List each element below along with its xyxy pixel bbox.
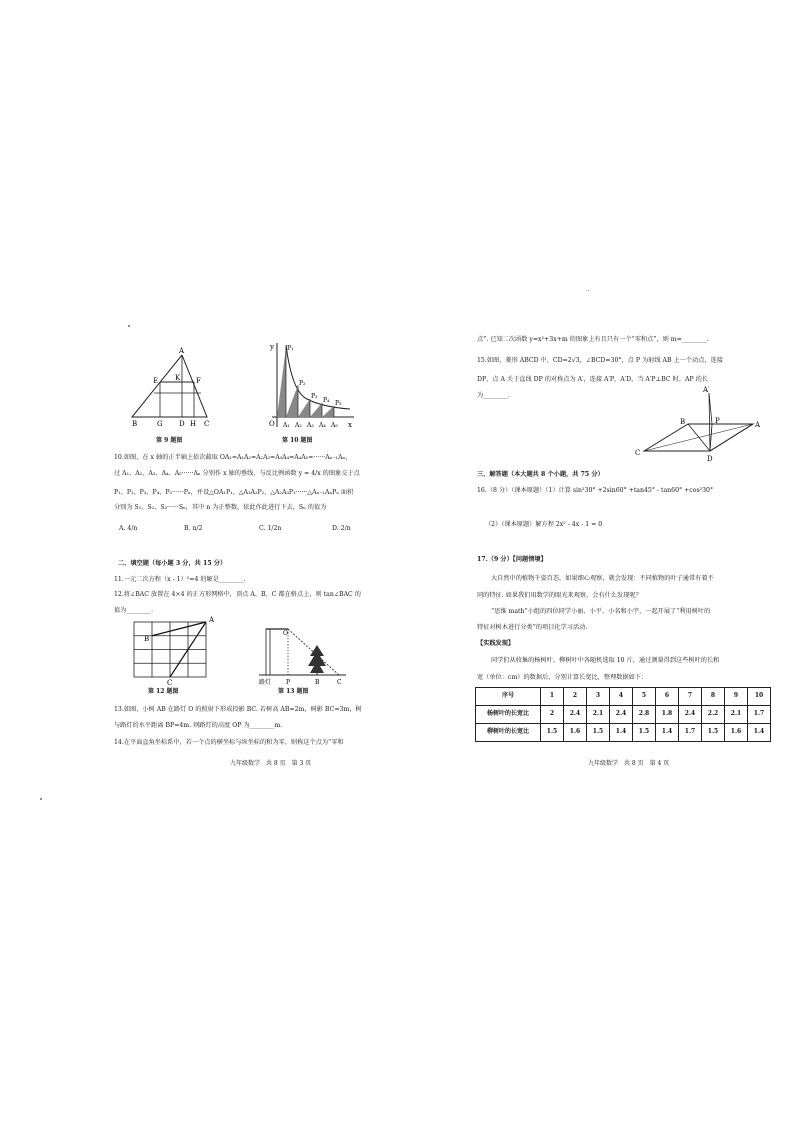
scan-speck	[40, 798, 42, 800]
section-3-title: 三、解答题（本大题共 8 个小题，共 75 分）	[477, 471, 604, 478]
q12-line-2: 值为________.	[114, 607, 154, 614]
fig9-label-D: D	[179, 420, 185, 428]
q10-option-d: D. 2/n	[332, 525, 351, 532]
figure-12-grid	[124, 614, 224, 686]
table-cell: 1.7	[748, 706, 771, 724]
fig15-label-D: D	[707, 455, 713, 463]
table-header-cell: 4	[610, 688, 633, 706]
table-row	[476, 724, 771, 742]
fig13-label-P: P	[286, 679, 291, 686]
table-header-cell: 2	[564, 688, 587, 706]
q11-text: 11.一元二次方程（x - 1）²=4 的解是________.	[114, 576, 246, 583]
q15-line-1: 15.如图，菱形 ABCD 中，CD=2√3，∠BCD=30°，点 P 为射线 AB 上一个动点，连接	[477, 357, 723, 364]
fig10-label-A5: A₅	[331, 422, 338, 429]
fig12-label-A: A	[209, 616, 215, 624]
table-row-label: 杨树叶的长宽比	[476, 706, 541, 724]
table-cell: 1.6	[564, 724, 587, 742]
figure-10-reciprocal-graph	[262, 337, 357, 437]
fig15-label-P: P	[715, 417, 720, 425]
q16-part-2: （2）（课本原题）解方程 2x² - 4x - 1 = 0	[485, 521, 603, 528]
table-header-cell: 3	[587, 688, 610, 706]
exam-page-3	[22, 335, 407, 775]
table-row	[476, 706, 771, 724]
fig13-label-lamp: 路灯	[259, 679, 272, 686]
fig15-label-B: B	[680, 418, 686, 426]
q17-paragraph-2-line-2: 特征对树木进行分类”的项目化学习活动.	[477, 624, 588, 631]
fig9-label-B: B	[132, 420, 138, 428]
leaf-ratio-table	[475, 687, 771, 742]
table-cell: 1.7	[679, 724, 702, 742]
fig10-label-P3: P₃	[311, 393, 318, 400]
figure-15-rhombus	[630, 383, 765, 465]
fig10-label-x: x	[348, 421, 352, 429]
fig10-label-P5: P₅	[335, 400, 342, 407]
fig9-label-G: G	[157, 420, 163, 428]
table-cell: 1.5	[541, 724, 564, 742]
table-header-cell: 6	[656, 688, 679, 706]
exam-page-4	[405, 335, 790, 775]
fig12-caption: 第 12 题图	[148, 688, 179, 695]
fig9-label-A: A	[179, 347, 185, 355]
table-cell: 1.4	[748, 724, 771, 742]
table-cell: 2.4	[679, 706, 702, 724]
fig9-caption: 第 9 题图	[156, 437, 183, 444]
fig9-label-K: K	[175, 374, 181, 382]
figure-9-triangle	[122, 345, 222, 445]
table-cell: 1.5	[633, 724, 656, 742]
fig9-label-H: H	[190, 420, 197, 428]
table-header-cell: 7	[679, 688, 702, 706]
table-cell: 2.2	[702, 706, 725, 724]
table-cell: 1.8	[656, 706, 679, 724]
fig9-label-E: E	[153, 377, 159, 385]
table-cell: 1.4	[656, 724, 679, 742]
fig10-label-P1: P₁	[287, 345, 294, 352]
fig13-label-O: O	[283, 630, 288, 637]
table-row-label: 柳树叶的长宽比	[476, 724, 541, 742]
q17-paragraph-3-line-2: 宽（单位：cm）的数据后，分别计算长宽比，整理数据如下：	[477, 674, 648, 681]
q10-option-c: C. 1/2n	[259, 525, 282, 532]
fig10-label-O: O	[269, 420, 275, 428]
fig10-label-P2: P₂	[299, 380, 306, 387]
fig12-label-C: C	[167, 679, 173, 686]
fig10-label-P4: P₄	[323, 397, 330, 404]
fig9-label-F: F	[196, 377, 201, 385]
fig9-label-C: C	[204, 420, 210, 428]
q13-line-1: 13.如图，小树 AB 在路灯 O 的照射下形成投影 BC. 若树高 AB=2m，树影 BC=3m，树	[114, 706, 362, 713]
q17-paragraph-1-line-1: 大自然中的植物千姿百态，如果细心观察，就会发现：不同植物的叶子通常有着不	[491, 575, 714, 582]
fig12-label-B: B	[144, 635, 150, 643]
table-cell: 1.5	[587, 724, 610, 742]
table-header-cell: 9	[725, 688, 748, 706]
fig13-label-C: C	[337, 679, 342, 686]
q10-line-3: P₁、P₂、P₃、P₄、P₅······Pₙ，并设△OA₁P₁、△A₁A₂P₂、△A₂A₃P₃······△Aₙ₋₁AₙPₙ 面积	[114, 489, 354, 496]
fig10-label-A3: A₃	[307, 422, 314, 429]
table-cell: 1.4	[610, 724, 633, 742]
q14-continued: 点”. 已知二次函数 y=x²+3x+m 的图象上有且只有一个“零和点”，则 m=________.	[477, 336, 709, 343]
q17-paragraph-1-line-2: 同的特征. 如果我们用数学的眼光来观察，会有什么发现呢？	[477, 592, 642, 599]
q10-option-a: A. 4/n	[119, 525, 138, 532]
table-header-cell: 1	[541, 688, 564, 706]
q17-title: 17.（9 分）【问题情境】	[477, 556, 547, 563]
table-cell: 1.5	[702, 724, 725, 742]
table-cell: 2.4	[564, 706, 587, 724]
q13-line-2: 与路灯的水平距离 BP=4m. 则路灯的高度 OP 为________m.	[114, 722, 283, 729]
table-cell: 2.8	[633, 706, 656, 724]
fig10-label-y: y	[270, 343, 274, 351]
q10-line-1: 10.如图，在 x 轴的正半轴上依次截取 OA₁=A₁A₂=A₂A₃=A₃A₄=A₄A₅=······Aₙ₋₁Aₙ，	[114, 454, 352, 461]
fig15-label-A: A	[755, 421, 761, 429]
fig10-label-A2: A₂	[295, 422, 302, 429]
table-header-row	[476, 688, 771, 706]
page-4-footer: 九年级数学 共 8 页 第 4 页	[588, 760, 670, 767]
table-header-cell: 5	[633, 688, 656, 706]
fig10-label-A1: A₁	[283, 422, 290, 429]
table-header-cell: 10	[748, 688, 771, 706]
q12-line-1: 12.将∠BAC 放置在 4×4 的正方形网格中，顶点 A、B、C 都在格点上，则 tan∠BAC 的	[114, 591, 361, 598]
section-2-title: 二、填空题（每小题 3 分，共 15 分）	[118, 560, 227, 567]
page-3-footer: 九年级数学 共 8 页 第 3 页	[230, 760, 312, 767]
fig13-caption: 第 13 题图	[278, 688, 309, 695]
fig13-label-B: B	[315, 679, 320, 686]
table-cell: 2.1	[725, 706, 748, 724]
fig10-caption: 第 10 题图	[282, 437, 313, 444]
q10-line-2: 过 A₁、A₂、A₃、A₄、A₅······Aₙ 分别作 x 轴的垂线，与反比例函数 y = 4/x 的图象交于点	[114, 470, 360, 477]
q17-practice-heading: 【实践发现】	[477, 640, 515, 647]
q16-part-1: 16.（8 分）（课本原题）（1）计算 sin²30° +2sin60° +tan45° - tan60° +cos²30°	[477, 487, 714, 494]
q17-paragraph-3-line-1: 同学们从收集的杨树叶、柳树叶中各随机选取 10 片，通过测量得到这些树叶的长和	[491, 657, 720, 664]
table-cell: 2	[541, 706, 564, 724]
fig15-label-A-prime: A′	[703, 386, 710, 394]
fig10-label-A4: A₄	[319, 422, 326, 429]
q15-line-2: DP，点 A 关于直线 DP 的对称点为 A′，连接 A′P，A′D，当 A′P⊥BC 时，AP 的长	[477, 376, 708, 383]
q10-line-4: 分别为 S₁、S₂、S₃······Sₙ，其中 n 为正整数，依此作此进行下去，Sₙ 的值为	[114, 504, 327, 511]
fig15-label-C: C	[635, 449, 641, 457]
table-cell: 2.1	[587, 706, 610, 724]
q17-paragraph-2-line-1: “思维 math”小组的四位同学小丽、小平、小名和小宇，一起开展了“利用树叶的	[491, 608, 711, 615]
q15-line-3: 为________.	[477, 392, 510, 399]
table-cell: 1.6	[725, 724, 748, 742]
figure-13-lamp-tree	[254, 621, 354, 686]
scan-speck	[588, 290, 589, 291]
q10-option-b: B. n/2	[184, 525, 203, 532]
table-header-cell: 序号	[476, 688, 541, 706]
table-header-cell: 8	[702, 688, 725, 706]
scan-speck	[128, 325, 130, 327]
table-cell: 2.4	[610, 706, 633, 724]
q14-text: 14.在平面直角坐标系中，若一个点的横坐标与纵坐标的和为零，则称这个点为“零和	[114, 739, 344, 746]
